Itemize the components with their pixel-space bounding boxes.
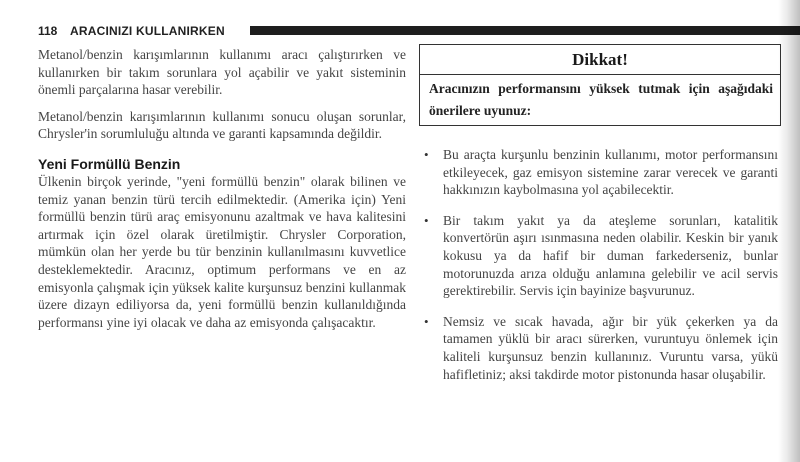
bullet-icon: • — [424, 147, 429, 162]
bullet-icon: • — [424, 313, 429, 329]
warning-text: Aracınızın performansını yüksek tutmak için aşağıdaki önerilere uyunuz: — [429, 81, 773, 118]
list-item — [424, 313, 778, 383]
page-binding-shadow — [778, 0, 800, 462]
section-title: ARACINIZI KULLANIRKEN — [70, 24, 225, 38]
bullet-icon: • — [424, 212, 429, 228]
warning-box — [419, 44, 781, 126]
page-number: 118 — [38, 24, 58, 38]
intro-paragraph-1: Metanol/benzin karışımlarının kullanımı aracı çalıştırırken ve kullanırken bir takım sorunlara yol açabilir ve yakıt sisteminin önemli parçalarına hasar verebilir. — [38, 47, 406, 98]
warning-title: Dikkat! — [572, 50, 628, 69]
section-paragraph: Ülkenin birçok yerinde, "yeni formüllü benzin" olarak bilinen ve temiz yanan benzin türü tercih edilmektedir. (Amerika için) Yeni formüllü benzin türü araç emisyonunu azaltmak ve hava kalitesini artırmak için özel olarak üretilmiştir. Chrysler Corporation, mümkün olan her yerde bu tür benzinin kullanılmasını kuvvetlice desteklemektedir. Aracınız, optimum performans ve en az emisyonla çalışmak için yüksek kalite kurşunsuz benzini kullanmak üzere dizayn ediliyorsa da, yeni formüllü benzin kullanıldığında performansı yine iyi olacak ve daha az emisyonda çalışacaktır. — [38, 173, 406, 330]
bullet-list — [424, 146, 778, 396]
section-heading: Yeni Formüllü Benzin — [38, 155, 181, 172]
left-column — [38, 46, 406, 340]
list-item — [424, 146, 778, 199]
page-header — [38, 24, 800, 40]
header-rule — [250, 26, 800, 35]
bullet-text: Bir takım yakıt ya da ateşleme sorunları, katalitik konvertörün aşırı ısınmasına neden olabilir. Keskin bir yanık kokusu ya da hafif bir duman farkederseniz, bunlar motorunuzda arıza olduğu anlamına gelebilir ve acil servis gerektirebilir. Servis için bayinize başvurunuz. — [443, 212, 778, 299]
list-item — [424, 212, 778, 300]
warning-divider — [420, 74, 780, 75]
intro-paragraph-2: Metanol/benzin karışımlarının kullanımı sonucu oluşan sorunlar, Chrysler'in sorumluluğu altında ve garanti kapsamında değildir. — [38, 108, 406, 142]
bullet-text: Nemsiz ve sıcak havada, ağır bir yük çekerken ya da tamamen yüklü bir aracı sürerken, vuruntuyu önlemek için kaliteli kurşunsuz benzin kullanınız. Vuruntu varsa, yükü hafifletiniz; aksi takdirde motor pistonunda hasar oluşabilir. — [443, 313, 778, 382]
bullet-text: Bu araçta kurşunlu benzinin kullanımı, motor performansını etkileyecek, gaz emisyon sistemine zarar verecek ve garanti hakkınızın kaybolmasına yol açabilecektir. — [443, 147, 778, 198]
